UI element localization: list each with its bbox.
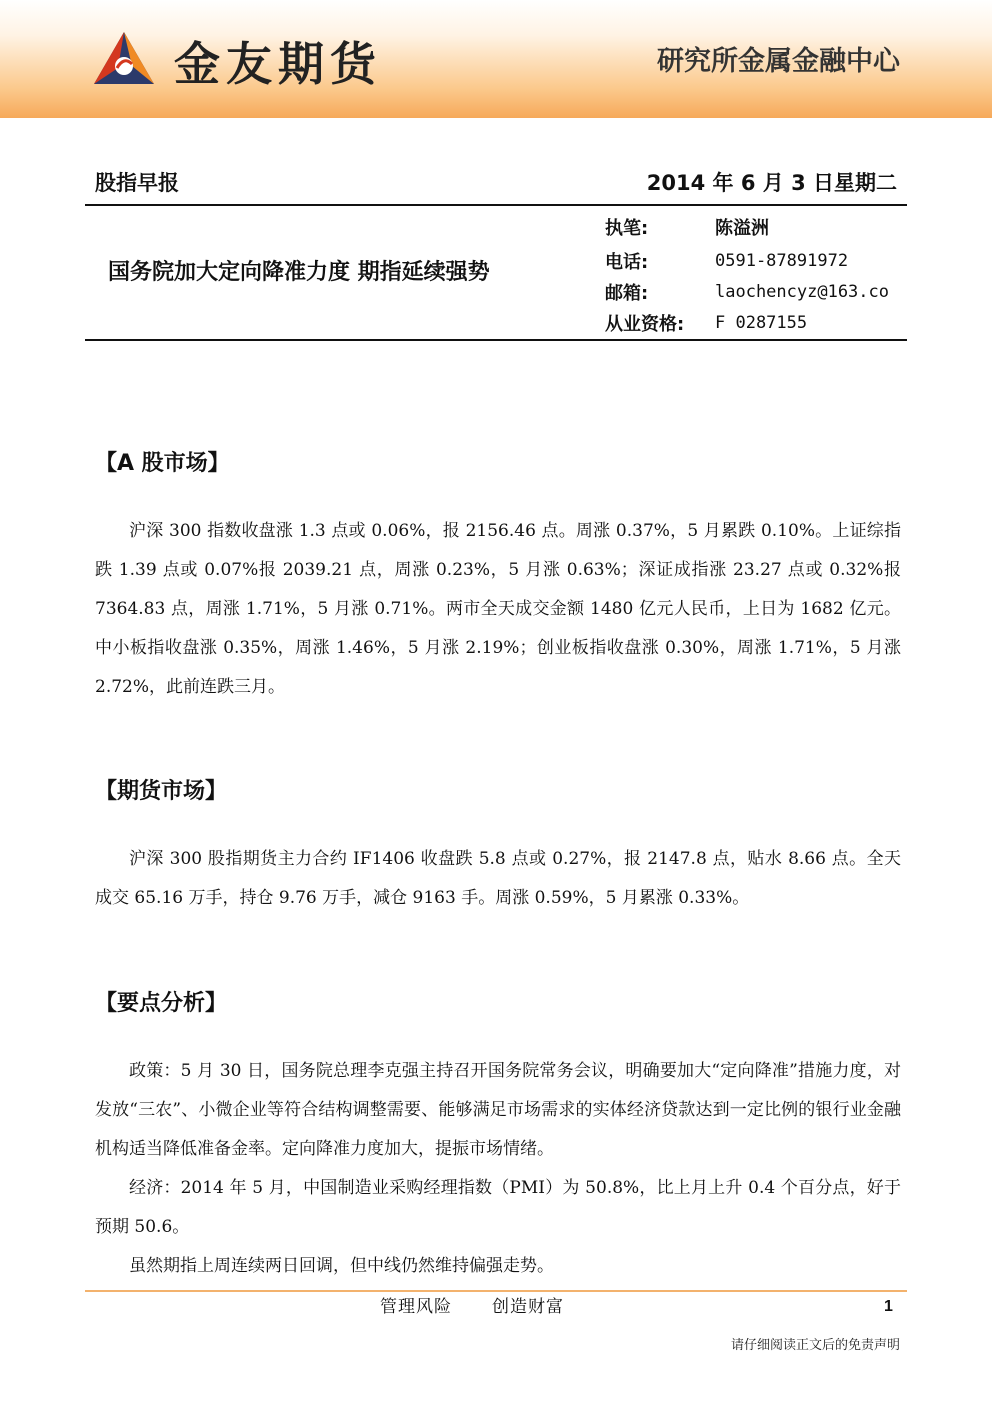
author-row-email bbox=[605, 278, 889, 306]
author-label: 从业资格: bbox=[605, 314, 685, 335]
paragraph: 经济：2014 年 5 月，中国制造业采购经理指数（PMI）为 50.8%，比上月上升 0.4 个百分点，好于预期 50.6。 bbox=[95, 1178, 901, 1237]
report-headline: 国务院加大定向降准力度 期指延续强势 bbox=[108, 260, 490, 285]
paragraph: 政策：5 月 30 日，国务院总理李克强主持召开国务院常务会议，明确要加大“定向降准”措施力度，对发放“三农”、小微企业等符合结构调整需要、能够满足市场需求的实体经济贷款达到一定比例的银行业金融机构适当降低准备金率。定向降准力度加大，提振市场情绪。 bbox=[95, 1061, 901, 1159]
section-title-a-share: 【A 股市场】 bbox=[95, 451, 230, 476]
slogan-right: 创造财富 bbox=[492, 1297, 564, 1317]
report-type: 股指早报 bbox=[95, 171, 179, 195]
author-label: 电话: bbox=[605, 252, 649, 273]
author-value: F 0287155 bbox=[715, 313, 808, 333]
footer-slogan bbox=[380, 1294, 564, 1320]
author-info bbox=[605, 210, 889, 340]
section-body-a-share bbox=[95, 512, 901, 707]
section-title-futures: 【期货市场】 bbox=[95, 779, 228, 804]
paragraph: 虽然期指上周连续两日回调，但中线仍然维持偏强走势。 bbox=[129, 1256, 554, 1276]
section-title-analysis: 【要点分析】 bbox=[95, 991, 228, 1016]
author-value: laochencyz@163.co bbox=[715, 282, 889, 302]
paragraph: 沪深 300 指数收盘涨 1.3 点或 0.06%，报 2156.46 点。周涨 0.37%，5 月累跌 0.10%。上证综指跌 1.39 点或 0.07%报 2039.21 点，周涨 0.23%，5 月涨 0.63%；深证成指涨 23.27 点或 0.32%报 7364.83 点，周涨 1.71%，5 月涨 0.71%。两市全天成交金额 1480 亿元人民币，上日为 1682 亿元。中小板指收盘涨 0.35%，周涨 1.46%，5 月涨 2.19%；创业板指收盘涨 0.30%，周涨 1.71%，5 月涨 2.72%，此前连跌三月。 bbox=[95, 521, 901, 697]
disclaimer-note: 请仔细阅读正文后的免责声明 bbox=[730, 1338, 900, 1353]
author-label: 执笔: bbox=[605, 218, 649, 239]
divider-top bbox=[85, 204, 907, 206]
department-name: 研究所金属金融中心 bbox=[657, 46, 900, 77]
author-row-license bbox=[605, 306, 889, 340]
report-date: 2014 年 6 月 3 日星期二 bbox=[646, 171, 897, 195]
footer-divider bbox=[85, 1290, 907, 1292]
paragraph: 沪深 300 股指期货主力合约 IF1406 收盘跌 5.8 点或 0.27%，报 2147.8 点，贴水 8.66 点。全天成交 65.16 万手，持仓 9.76 万手，减仓 9163 手。周涨 0.59%，5 月累涨 0.33%。 bbox=[95, 849, 901, 908]
author-value: 陈溢洲 bbox=[715, 218, 769, 239]
divider-bottom bbox=[85, 339, 907, 341]
page-number: 1 bbox=[884, 1298, 893, 1315]
author-label: 邮箱: bbox=[605, 283, 649, 304]
triangle-logo-icon bbox=[92, 30, 156, 86]
author-row-phone bbox=[605, 244, 889, 278]
section-body-futures bbox=[95, 840, 901, 918]
author-row-writer bbox=[605, 210, 889, 244]
slogan-left: 管理风险 bbox=[380, 1297, 452, 1317]
brand-name: 金友期货 bbox=[174, 37, 382, 91]
section-body-analysis bbox=[95, 1052, 901, 1286]
author-value: 0591-87891972 bbox=[715, 251, 849, 271]
